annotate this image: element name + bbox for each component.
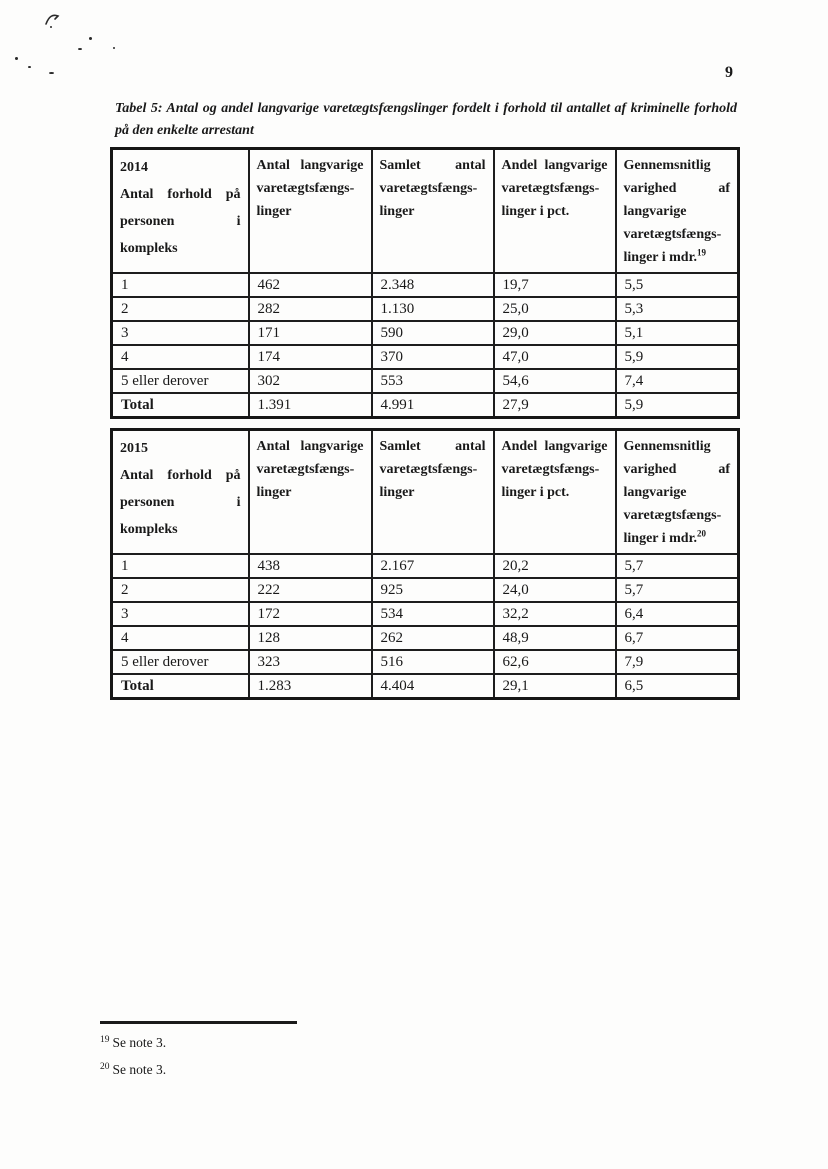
row-label: 5 eller derover: [112, 369, 249, 393]
cell-value: 323: [249, 650, 372, 674]
footnote: $^{20}$ Se note 3.: [100, 1061, 167, 1077]
cell-value: 462: [249, 273, 372, 297]
header-line: linger: [379, 485, 415, 500]
table-row: [112, 578, 739, 602]
cell-value: 4.404: [372, 674, 494, 699]
table-caption: Tabel 5: Antal og andel langvarige varetægtsfængslinger fordelt i forhold til antallet af kriminelle forhold på den enkelte arrestant: [115, 101, 737, 138]
row-label: Total: [112, 674, 249, 699]
header-line: linger: [256, 204, 292, 219]
header-line: 2014: [120, 160, 148, 175]
cell-value: 19,7: [494, 273, 616, 297]
cell-value: 516: [372, 650, 494, 674]
cell-value: 174: [249, 345, 372, 369]
cell-value: 6,7: [616, 626, 739, 650]
header-line: langvarige: [623, 204, 687, 219]
table-2014-header-col-2: [372, 149, 494, 274]
header-line: varetægtsfængs-: [501, 462, 600, 477]
header-line: Antal langvarige: [256, 158, 364, 173]
cell-value: 2.167: [372, 554, 494, 578]
header-line: linger: [379, 204, 415, 219]
header-line: varetægtsfængs-: [623, 227, 722, 242]
header-line: linger: [256, 485, 292, 500]
cell-value: 590: [372, 321, 494, 345]
header-line: Gennemsnitlig: [623, 158, 711, 173]
header-line: varetægtsfængs-: [623, 508, 722, 523]
cell-value: 7,9: [616, 650, 739, 674]
header-line: Andel langvarige: [501, 439, 608, 454]
pen-mark-squiggle: [44, 12, 62, 28]
table-row: [112, 650, 739, 674]
cell-value: 29,1: [494, 674, 616, 699]
cell-value: 1.130: [372, 297, 494, 321]
cell-value: 29,0: [494, 321, 616, 345]
data-table-2015: [110, 428, 740, 700]
table-row: [112, 297, 739, 321]
cell-value: 25,0: [494, 297, 616, 321]
cell-value: 54,6: [494, 369, 616, 393]
footnote-separator: [100, 1021, 297, 1024]
header-line: varetægtsfængs-: [379, 462, 478, 477]
cell-value: 20,2: [494, 554, 616, 578]
table-row-total: [112, 393, 739, 418]
cell-value: 24,0: [494, 578, 616, 602]
cell-value: 5,9: [616, 393, 739, 418]
scan-speckle: [89, 37, 92, 40]
table-header-row: [112, 149, 739, 274]
header-line: Gennemsnitlig: [623, 439, 711, 454]
cell-value: 62,6: [494, 650, 616, 674]
header-line: 2015: [120, 441, 148, 456]
table-row: [112, 602, 739, 626]
table-2014-header-col-1: [249, 149, 372, 274]
cell-value: 5,7: [616, 554, 739, 578]
cell-value: 222: [249, 578, 372, 602]
row-label: 1: [112, 273, 249, 297]
table-2014-header-col-4: [616, 149, 739, 274]
row-label: 3: [112, 321, 249, 345]
cell-value: 370: [372, 345, 494, 369]
table-2015-header-col-4: [616, 430, 739, 555]
cell-value: 6,5: [616, 674, 739, 699]
table-2015-header-col-2: [372, 430, 494, 555]
scan-speckle: [28, 66, 31, 68]
cell-value: 128: [249, 626, 372, 650]
cell-value: 48,9: [494, 626, 616, 650]
header-line: Antal forhold på: [120, 187, 241, 202]
cell-value: 172: [249, 602, 372, 626]
table-row: [112, 626, 739, 650]
cell-value: 6,4: [616, 602, 739, 626]
row-label: 4: [112, 345, 249, 369]
table-row: [112, 345, 739, 369]
header-line: linger i mdr.$^{20}$: [623, 528, 707, 546]
scan-speckle: [49, 72, 54, 74]
cell-value: 2.348: [372, 273, 494, 297]
table-row: [112, 273, 739, 297]
row-label: 4: [112, 626, 249, 650]
cell-value: 282: [249, 297, 372, 321]
cell-value: 438: [249, 554, 372, 578]
scan-speckle: [78, 48, 82, 50]
table-row: [112, 321, 739, 345]
footnote-marker: 19: [697, 247, 707, 258]
cell-value: 5,5: [616, 273, 739, 297]
table-row: [112, 369, 739, 393]
header-line: linger i mdr.$^{19}$: [623, 247, 707, 265]
header-line: varetægtsfængs-: [256, 462, 355, 477]
row-label: 2: [112, 297, 249, 321]
header-line: linger i pct.: [501, 485, 570, 500]
table-2014-header-col-3: [494, 149, 616, 274]
header-line: linger i pct.: [501, 204, 570, 219]
header-line: personen i: [120, 495, 241, 510]
table-row-total: [112, 674, 739, 699]
cell-value: 4.991: [372, 393, 494, 418]
cell-value: 47,0: [494, 345, 616, 369]
scan-speckle: [50, 26, 52, 28]
cell-value: 5,1: [616, 321, 739, 345]
table-2015-header-col-1: [249, 430, 372, 555]
header-line: Antal langvarige: [256, 439, 364, 454]
table-2015-header-col-3: [494, 430, 616, 555]
table-header-row: [112, 430, 739, 555]
scan-speckle: [113, 47, 115, 49]
data-table-2014: [110, 147, 740, 419]
cell-value: 1.391: [249, 393, 372, 418]
cell-value: 5,3: [616, 297, 739, 321]
table-2015-header-col-0: [112, 430, 249, 555]
cell-value: 553: [372, 369, 494, 393]
table-2014-header-col-0: [112, 149, 249, 274]
header-line: Samlet antal: [379, 158, 486, 173]
header-line: varetægtsfængs-: [256, 181, 355, 196]
cell-value: 5,9: [616, 345, 739, 369]
cell-value: 1.283: [249, 674, 372, 699]
row-label: 2: [112, 578, 249, 602]
header-line: Antal forhold på: [120, 468, 241, 483]
header-line: langvarige: [623, 485, 687, 500]
header-line: kompleks: [120, 522, 178, 537]
cell-value: 32,2: [494, 602, 616, 626]
cell-value: 7,4: [616, 369, 739, 393]
cell-value: 262: [372, 626, 494, 650]
row-label: 3: [112, 602, 249, 626]
table-row: [112, 554, 739, 578]
header-line: varetægtsfængs-: [501, 181, 600, 196]
header-line: varighed af: [623, 181, 730, 196]
cell-value: 534: [372, 602, 494, 626]
header-line: personen i: [120, 214, 241, 229]
cell-value: 5,7: [616, 578, 739, 602]
row-label: 5 eller derover: [112, 650, 249, 674]
header-line: Andel langvarige: [501, 158, 608, 173]
header-line: Samlet antal: [379, 439, 486, 454]
cell-value: 27,9: [494, 393, 616, 418]
cell-value: 171: [249, 321, 372, 345]
footnotes: [100, 1034, 166, 1088]
footnote: $^{19}$ Se note 3.: [100, 1034, 167, 1050]
footnote-marker: 20: [100, 1061, 110, 1072]
header-line: varighed af: [623, 462, 730, 477]
scan-speckle: [15, 57, 18, 60]
page-number: 9: [725, 64, 733, 81]
row-label: 1: [112, 554, 249, 578]
footnote-marker: 19: [100, 1034, 110, 1045]
footnote-marker: 20: [697, 528, 707, 539]
row-label: Total: [112, 393, 249, 418]
header-line: kompleks: [120, 241, 178, 256]
cell-value: 925: [372, 578, 494, 602]
header-line: varetægtsfængs-: [379, 181, 478, 196]
cell-value: 302: [249, 369, 372, 393]
